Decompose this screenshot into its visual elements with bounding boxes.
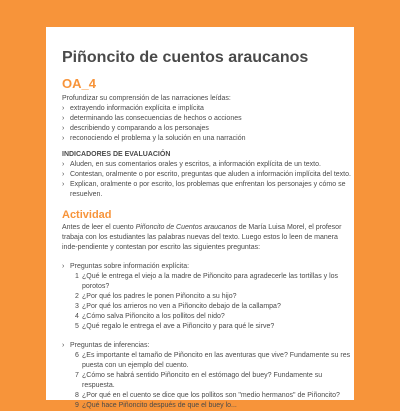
question-item: 7 ¿Cómo se habrá sentido Piñoncito en el estómago del buey? Fundamente su respuesta.	[75, 372, 323, 389]
chevron-right-icon: ›	[62, 263, 65, 270]
objective-code: OA_4	[62, 76, 96, 91]
question-item: 3 ¿Por qué los arrieros no ven a Piñoncito debajo de la callampa?	[75, 303, 281, 310]
page-title: Piñoncito de cuentos araucanos	[62, 49, 309, 66]
chevron-right-icon: ›	[62, 115, 65, 122]
list-item: › extrayendo información explícita e implícita	[62, 105, 204, 112]
inference-questions-list	[62, 351, 352, 411]
list-item: › Explican, oralmente o por escrito, los problemas que enfrentan los personajes y cómo se resuelven.	[62, 181, 346, 198]
question-item: 2 ¿Por qué los padres le ponen Piñoncito a su hijo?	[75, 293, 237, 300]
question-item: 9 ¿Qué hace Piñoncito después de que el buey lo...	[75, 402, 237, 409]
list-item: › Aluden, en sus comentarios orales y escritos, a información explícita de un texto.	[62, 161, 321, 168]
indicators-list	[62, 160, 352, 200]
book-title: Piñoncito de Cuentos araucanos	[135, 224, 237, 231]
activity-paragraph: Antes de leer el cuento Piñoncito de Cuentos araucanos de María Luisa Morel, el profesor trabaja con los estudiantes las palabras nuevas del texto. Luego estos lo leen de manera inde-pendiente y contestan por escrito las siguientes preguntas:	[62, 224, 342, 251]
explicit-questions-heading: › Preguntas sobre información explícita:	[62, 263, 190, 270]
objective-intro: Profundizar su comprensión de las narraciones leídas:	[62, 95, 231, 102]
chevron-right-icon: ›	[62, 342, 65, 349]
document-content	[62, 48, 352, 411]
explicit-questions-list	[62, 272, 352, 332]
question-item: 8 ¿Por qué en el cuento se dice que los pollitos son "medio hermanos" de Piñoncito?	[75, 392, 340, 399]
objective-list	[62, 104, 352, 144]
chevron-right-icon: ›	[62, 105, 65, 112]
question-item: 6 ¿Es importante el tamaño de Piñoncito en las aventuras que vive? Fundamente su res puesta con un ejemplo del cuento.	[75, 352, 351, 369]
list-item: › reconociendo el problema y la solución en una narración	[62, 135, 246, 142]
list-item: › Contestan, oralmente o por escrito, preguntas que aluden a información implícita del texto.	[62, 171, 351, 178]
activity-heading: Actividad	[62, 209, 112, 221]
question-item: 4 ¿Cómo salva Piñoncito a los pollitos del nido?	[75, 313, 225, 320]
chevron-right-icon: ›	[62, 125, 65, 132]
chevron-right-icon: ›	[62, 161, 65, 168]
question-item: 1 ¿Qué le entrega el viejo a la madre de Piñoncito para agradecerle las tortillas y los porotos?	[75, 273, 339, 290]
indicators-heading: INDICADORES DE EVALUACIÓN	[62, 151, 171, 158]
chevron-right-icon: ›	[62, 171, 65, 178]
chevron-right-icon: ›	[62, 135, 65, 142]
document-page	[46, 27, 354, 409]
list-item: › describiendo y comparando a los personajes	[62, 125, 209, 132]
list-item: › determinando las consecuencias de hechos o acciones	[62, 115, 242, 122]
inference-questions-heading: › Preguntas de inferencias:	[62, 342, 150, 349]
question-item: 5 ¿Qué regalo le entrega el ave a Piñoncito y para qué le sirve?	[75, 323, 275, 330]
chevron-right-icon: ›	[62, 181, 65, 188]
